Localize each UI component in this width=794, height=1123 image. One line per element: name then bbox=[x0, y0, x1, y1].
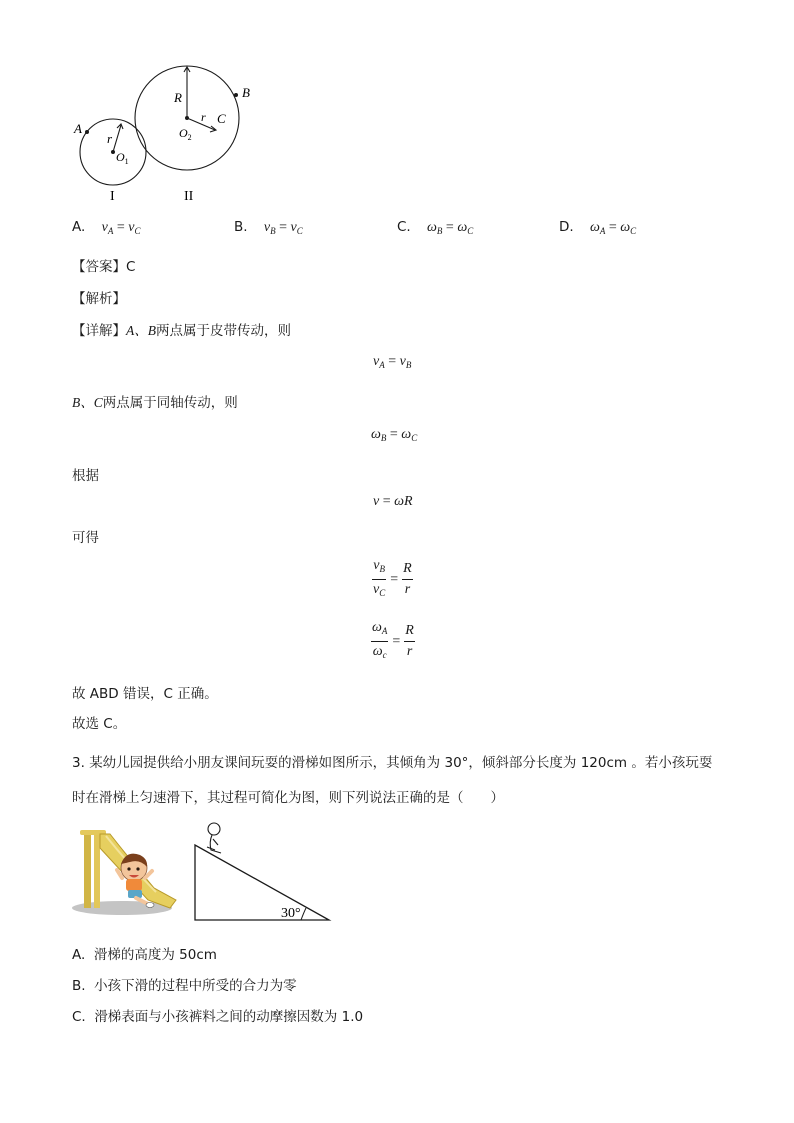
option-letter: A. bbox=[72, 947, 86, 963]
q3-option-b[interactable] bbox=[72, 974, 297, 994]
q2-option-c[interactable] bbox=[397, 219, 473, 236]
detail-vars-bc: B、C bbox=[72, 395, 103, 410]
slide-photo-illustration bbox=[70, 826, 182, 918]
label-r-wheel-i: r bbox=[107, 131, 113, 146]
detail-paragraph-3: 根据 bbox=[72, 468, 99, 484]
incline-triangle bbox=[195, 845, 329, 920]
label-o1: $O_1$ bbox=[116, 150, 129, 166]
label-wheel-ii: II bbox=[184, 189, 194, 204]
question-3-line-1 bbox=[72, 751, 712, 771]
label-a: A bbox=[74, 121, 82, 136]
detail-paragraph-4: 可得 bbox=[72, 530, 99, 546]
detail-paragraph-6: 故选 C。 bbox=[72, 716, 127, 732]
q2-option-a[interactable] bbox=[72, 219, 140, 236]
option-letter: D. bbox=[559, 219, 574, 235]
label-c: C bbox=[217, 111, 226, 126]
label-wheel-i: I bbox=[110, 189, 115, 204]
option-formula: $\omega_B = \omega_C$ bbox=[427, 220, 474, 236]
point-b bbox=[234, 93, 238, 97]
equation-wb-wc: $\omega_B = \omega_C$ bbox=[371, 427, 418, 443]
label-b: B bbox=[242, 85, 250, 100]
equation-v-omega-r: v = ωR bbox=[373, 494, 413, 509]
question-number: 3. bbox=[72, 755, 85, 771]
detail-p2-text: 两点属于同轴传动，则 bbox=[102, 395, 238, 411]
q3-option-c[interactable] bbox=[72, 1005, 363, 1025]
angle-arc bbox=[301, 908, 306, 920]
equation-va-vb: $v_A = v_B$ bbox=[373, 354, 412, 370]
point-a bbox=[85, 130, 89, 134]
q2-option-b[interactable] bbox=[234, 219, 303, 236]
option-formula: $v_B = v_C$ bbox=[263, 220, 303, 236]
fraction-equation-omega: $\frac{\omega_A}{\omega_c}$ = $\frac{R}{r}$ bbox=[372, 620, 414, 660]
option-letter: B. bbox=[72, 978, 86, 994]
option-letter: B. bbox=[234, 219, 248, 235]
question-3-line-2: 时在滑梯上匀速滑下，其过程可简化为图，则下列说法正确的是（ ） bbox=[72, 790, 504, 806]
answer-value: C bbox=[126, 259, 136, 275]
fraction-equation-velocity: $\frac{v_B}{v_C}$ = $\frac{R}{r}$ bbox=[373, 558, 412, 598]
label-o2: $O_2$ bbox=[179, 126, 192, 142]
child-stick-figure bbox=[207, 823, 221, 853]
option-letter: A. bbox=[72, 219, 86, 235]
label-r-wheel-ii: r bbox=[201, 110, 206, 124]
label-big-r: R bbox=[174, 90, 182, 105]
wheels-diagram bbox=[60, 55, 270, 210]
option-formula: $\omega_A = \omega_C$ bbox=[589, 220, 637, 236]
option-text: 滑梯表面与小孩裤料之间的动摩擦因数为 1.0 bbox=[94, 1009, 364, 1025]
angle-label: 30° bbox=[281, 906, 301, 921]
option-letter: C. bbox=[397, 219, 411, 235]
question-text-1: 某幼儿园提供给小朋友课间玩耍的滑梯如图所示，其倾角为 30°，倾斜部分长度为 120cm 。若小孩玩耍 bbox=[89, 755, 713, 771]
option-text: 小孩下滑的过程中所受的合力为零 bbox=[94, 978, 297, 994]
answer-label: 【答案】 bbox=[72, 259, 126, 275]
analysis-label: 【解析】 bbox=[72, 291, 126, 307]
answer-line bbox=[72, 255, 135, 275]
incline-diagram bbox=[188, 817, 334, 923]
detail-paragraph-1 bbox=[72, 319, 291, 339]
detail-paragraph-5: 故 ABD 错误，C 正确。 bbox=[72, 686, 218, 702]
q2-option-d[interactable] bbox=[559, 219, 636, 236]
q3-option-a[interactable] bbox=[72, 943, 217, 963]
detail-paragraph-2 bbox=[72, 391, 238, 411]
detail-vars-ab: A、B bbox=[126, 323, 156, 338]
option-formula: $v_A = v_C$ bbox=[101, 220, 141, 236]
option-text: 滑梯的高度为 50cm bbox=[93, 947, 217, 963]
detail-label: 【详解】 bbox=[72, 323, 126, 339]
detail-p1-text: 两点属于皮带传动，则 bbox=[156, 323, 291, 339]
radius-r-wheel-i bbox=[113, 125, 121, 152]
option-letter: C. bbox=[72, 1009, 86, 1025]
